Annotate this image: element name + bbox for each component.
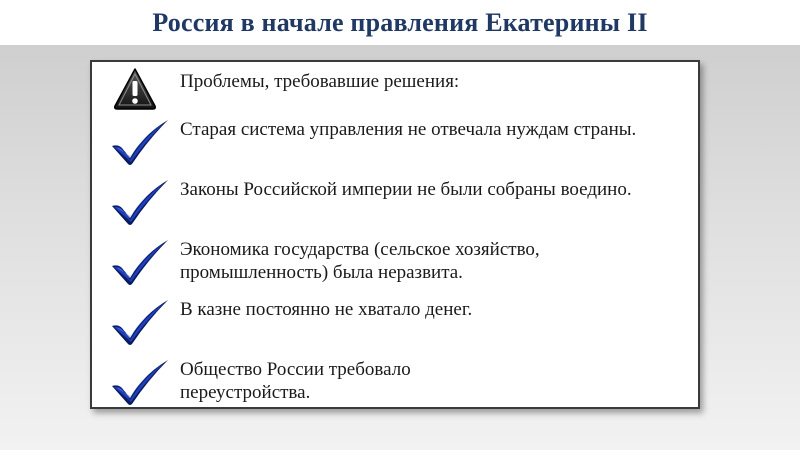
list-item-text: В казне постоянно не хватало денег. bbox=[180, 299, 473, 320]
slide-title: Россия в начале правления Екатерины II bbox=[152, 7, 648, 37]
checkmark-icon bbox=[108, 238, 172, 286]
checkmark-icon bbox=[108, 298, 172, 346]
warning-icon bbox=[112, 66, 158, 112]
slide-stage bbox=[0, 45, 800, 450]
checkmark-icon bbox=[108, 358, 172, 406]
checkmark-icon bbox=[108, 178, 172, 226]
list-item-text: Экономика государства (сельское хозяйство, промышленность) была неразвита. bbox=[180, 239, 540, 283]
problems-panel bbox=[90, 60, 700, 409]
list-item-text: Законы Российской империи не были собраны воедино. bbox=[180, 179, 632, 200]
list-item-text: Старая система управления не отвечала нуждам страны. bbox=[180, 119, 637, 140]
list-item-text: Общество России требовало переустройства. bbox=[180, 359, 411, 403]
panel-header-text: Проблемы, требовавшие решения: bbox=[180, 71, 460, 92]
title-bar bbox=[0, 0, 800, 45]
checkmark-icon bbox=[108, 118, 172, 166]
